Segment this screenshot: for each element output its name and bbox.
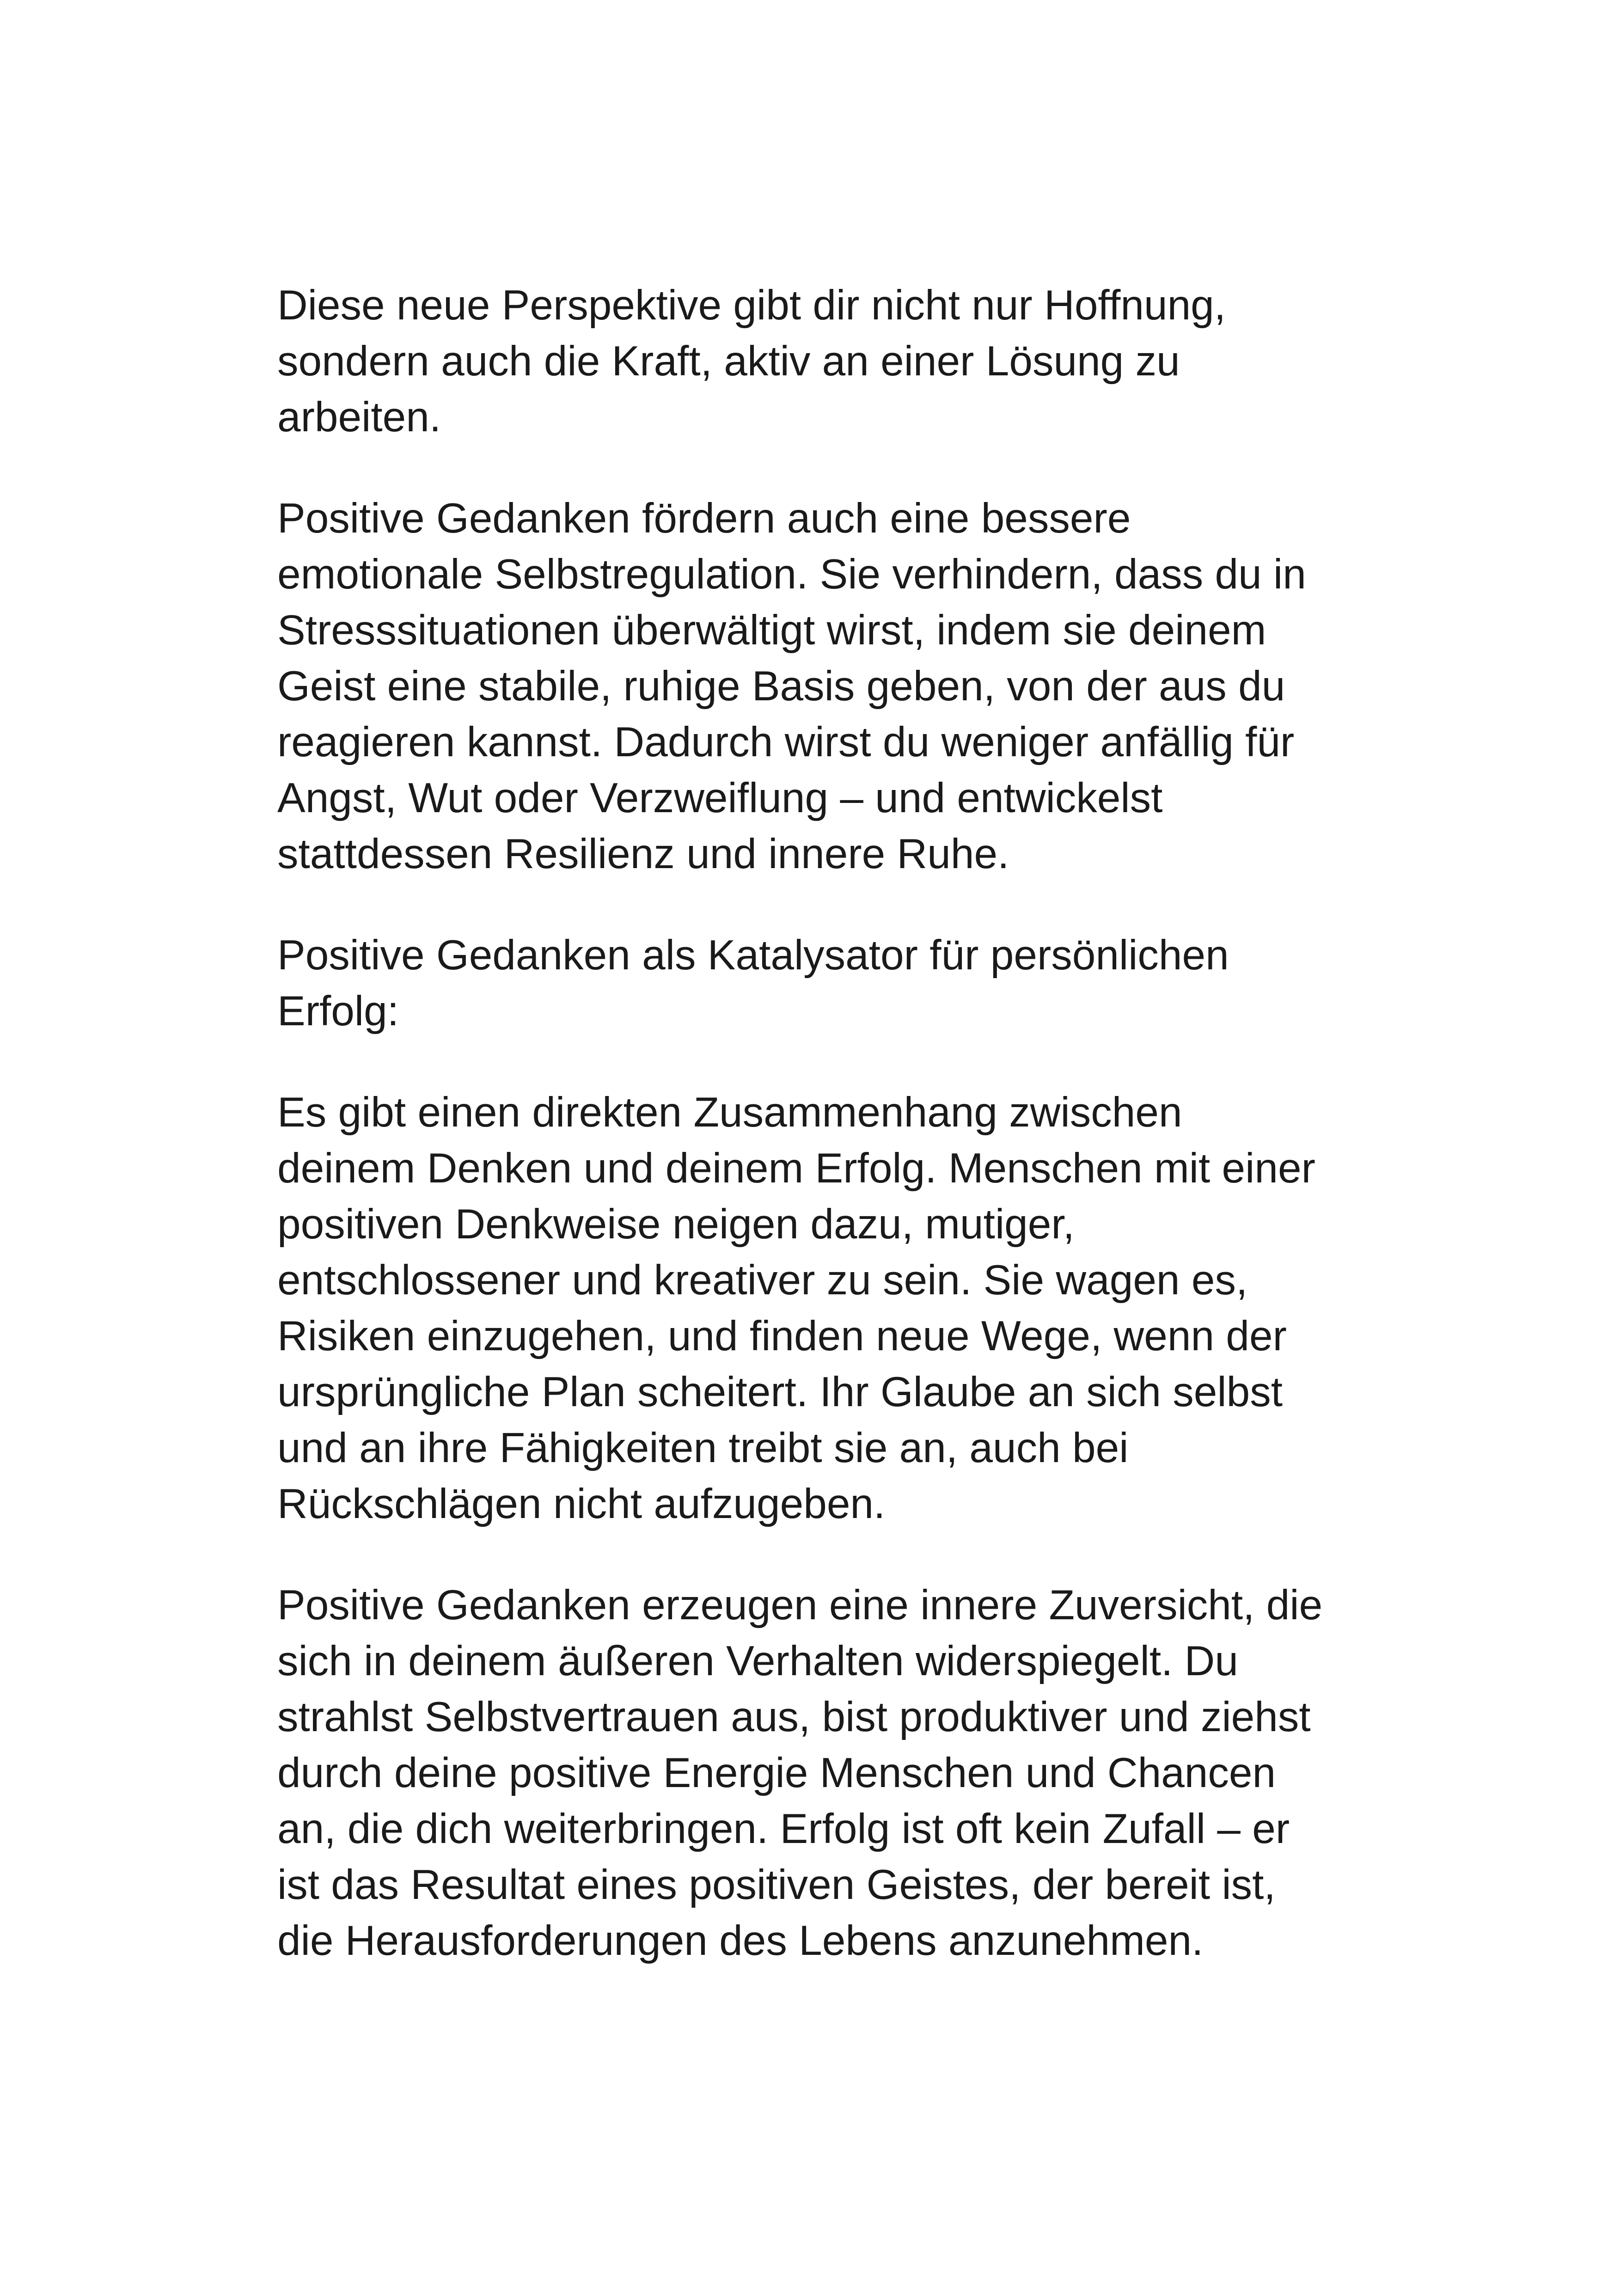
body-text — [277, 277, 1359, 1969]
paragraph-perspective: Diese neue Perspektive gibt dir nicht nur Hoffnung, sondern auch die Kraft, aktiv an einer Lösung zu arbeiten. — [277, 282, 1226, 441]
paragraph-confidence: Positive Gedanken erzeugen eine innere Zuversicht, die sich in deinem äußeren Verhalten widerspiegelt. Du strahlst Selbstvertrauen aus, bist produktiver und ziehst durch deine positive Energie Menschen und Chancen an, die dich weiterbringen. Erfolg ist oft kein Zufall – er ist das Resultat eines positiven Geistes, der bereit ist, die Herausforderungen des Lebens anzunehmen. — [277, 1582, 1323, 1964]
paragraph-thinking-success: Es gibt einen direkten Zusammenhang zwischen deinem Denken und deinem Erfolg. Menschen mit einer positiven Denkweise neigen dazu, mutiger, entschlossener und kreativer zu sein. Sie wagen es, Risiken einzugehen, und finden neue Wege, wenn der ursprüngliche Plan scheitert. Ihr Glaube an sich selbst und an ihre Fähigkeiten treibt sie an, auch bei Rückschlägen nicht aufzugeben. — [277, 1089, 1315, 1527]
paragraph-self-regulation: Positive Gedanken fördern auch eine bessere emotionale Selbstregulation. Sie verhindern, dass du in Stresssituationen überwältigt wirst, indem sie deinem Geist eine stabile, ruhige Basis geben, von der aus du reagieren kannst. Dadurch wirst du weniger anfällig für Angst, Wut oder Verzweiflung – und entwickelst stattdessen Resilienz und innere Ruhe. — [277, 495, 1306, 877]
section-heading-success: Positive Gedanken als Katalysator für persönlichen Erfolg: — [277, 932, 1229, 1035]
